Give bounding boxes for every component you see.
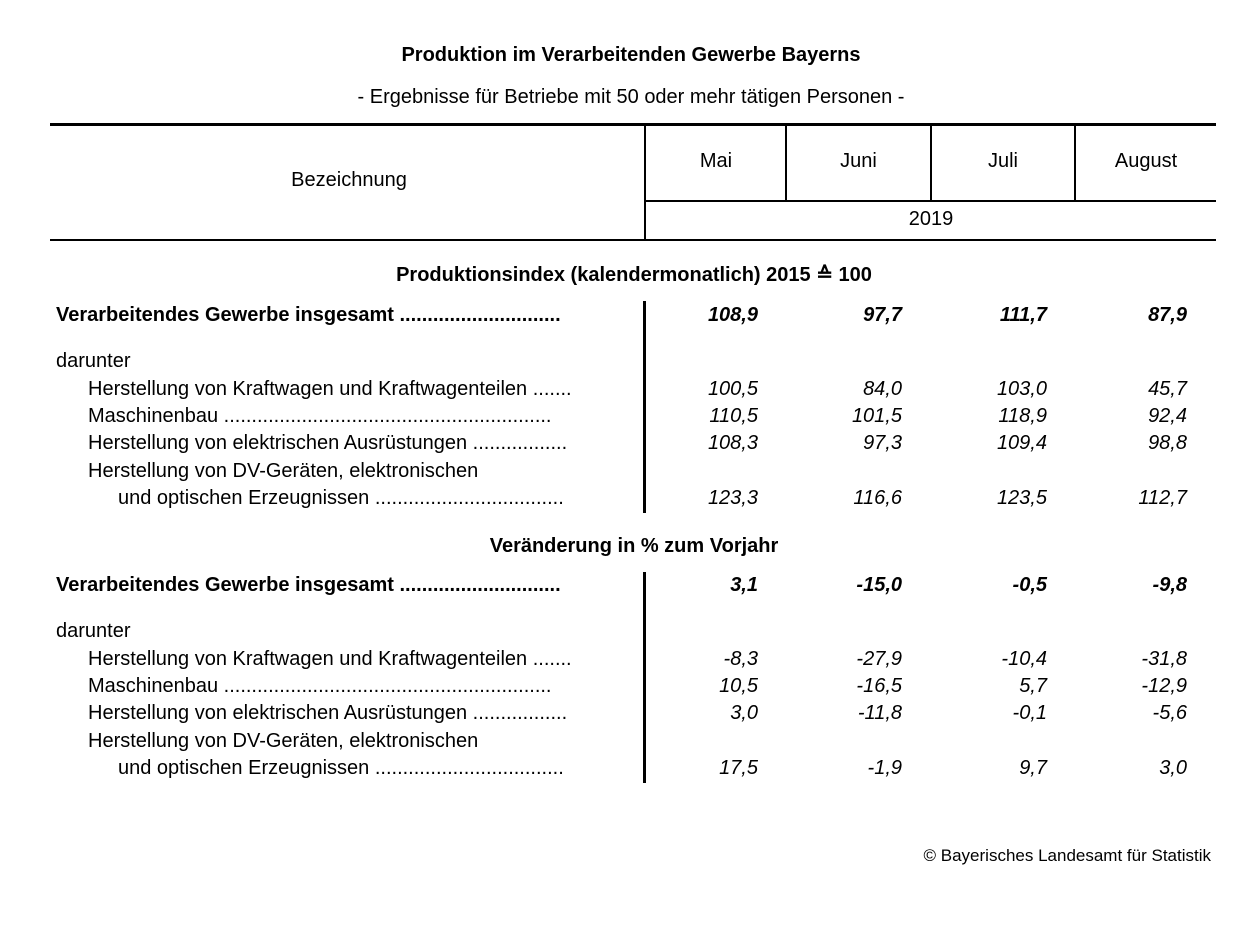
- value-july: -0,1: [1012, 702, 1047, 724]
- header-label-column: Bezeichnung: [291, 169, 407, 191]
- value-august: 87,9: [1148, 304, 1187, 326]
- row-label: Herstellung von Kraftwagen und Kraftwagenteilen .......: [88, 378, 572, 400]
- value-july: 111,7: [999, 304, 1047, 326]
- header-year: 2019: [908, 208, 954, 230]
- section-heading-index: Produktionsindex (kalendermonatlich) 2015 ≙ 100: [396, 264, 872, 286]
- table-row: [0, 648, 1252, 675]
- row-label: Herstellung von elektrischen Ausrüstungen .................: [88, 702, 568, 724]
- table-subtitle: - Ergebnisse für Betriebe mit 50 oder mehr tätigen Personen -: [357, 86, 905, 108]
- value-august: -12,9: [1141, 675, 1187, 697]
- value-june: -15,0: [856, 574, 902, 596]
- row-label: Herstellung von Kraftwagen und Kraftwagenteilen .......: [88, 648, 572, 670]
- value-may: 17,5: [719, 757, 758, 779]
- header-top-rule: [50, 123, 1216, 126]
- section-heading-change: Veränderung in % zum Vorjahr: [489, 535, 779, 557]
- header-month-july: Juli: [987, 150, 1018, 172]
- value-june: -11,8: [857, 702, 902, 724]
- value-august: 3,0: [1159, 757, 1187, 779]
- value-august: 98,8: [1148, 432, 1187, 454]
- value-august: -5,6: [1152, 702, 1187, 724]
- value-july: -0,5: [1012, 574, 1047, 596]
- header-bottom-rule: [50, 239, 1216, 241]
- value-june: -27,9: [856, 648, 902, 670]
- value-august: 45,7: [1148, 378, 1187, 400]
- value-july: -10,4: [1001, 648, 1047, 670]
- value-june: -1,9: [867, 757, 902, 779]
- value-august: 112,7: [1138, 487, 1187, 509]
- row-label: Maschinenbau ...........................................................: [88, 405, 552, 427]
- value-june: -16,5: [856, 675, 902, 697]
- row-label: Herstellung von elektrischen Ausrüstungen .................: [88, 432, 568, 454]
- value-may: 10,5: [719, 675, 758, 697]
- value-july: 9,7: [1019, 757, 1047, 779]
- value-may: 3,1: [730, 574, 758, 596]
- value-june: 97,3: [863, 432, 902, 454]
- value-july: 118,9: [998, 405, 1047, 427]
- value-may: 108,9: [707, 304, 758, 326]
- copyright-note: © Bayerisches Landesamt für Statistik: [923, 846, 1211, 865]
- table-row: [0, 702, 1252, 729]
- value-may: 123,3: [707, 487, 758, 509]
- value-june: 97,7: [863, 304, 902, 326]
- value-june: 116,6: [853, 487, 902, 509]
- row-label: Verarbeitendes Gewerbe insgesamt .............................: [56, 304, 561, 326]
- row-label: Maschinenbau ...........................................................: [88, 675, 552, 697]
- darunter-label: darunter: [56, 620, 131, 642]
- table-row: [0, 432, 1252, 459]
- row-label-line1: Herstellung von DV-Geräten, elektronischen: [88, 460, 479, 482]
- value-june: 101,5: [851, 405, 902, 427]
- table-row-total: [0, 574, 1252, 601]
- value-may: 3,0: [730, 702, 758, 724]
- table-row: [0, 405, 1252, 432]
- darunter-label: darunter: [56, 350, 131, 372]
- table-row: [0, 378, 1252, 405]
- value-may: 110,5: [709, 405, 758, 427]
- header-month-may: Mai: [699, 150, 733, 172]
- value-august: -9,8: [1152, 574, 1187, 596]
- row-label-line2: und optischen Erzeugnissen ..................................: [118, 487, 564, 509]
- value-august: 92,4: [1148, 405, 1187, 427]
- table-row-total: [0, 304, 1252, 331]
- value-may: -8,3: [723, 648, 758, 670]
- value-may: 108,3: [707, 432, 758, 454]
- header-month-august: August: [1114, 150, 1178, 172]
- header-month-june: Juni: [840, 150, 877, 172]
- value-july: 103,0: [996, 378, 1047, 400]
- row-label-line1: Herstellung von DV-Geräten, elektronischen: [88, 730, 479, 752]
- table-row: [0, 757, 1252, 784]
- row-label: Verarbeitendes Gewerbe insgesamt .............................: [56, 574, 561, 596]
- row-label-line2: und optischen Erzeugnissen ..................................: [118, 757, 564, 779]
- value-july: 109,4: [996, 432, 1047, 454]
- table-row: [0, 487, 1252, 514]
- value-july: 5,7: [1019, 675, 1047, 697]
- value-july: 123,5: [996, 487, 1047, 509]
- table-row: [0, 675, 1252, 702]
- value-june: 84,0: [863, 378, 902, 400]
- value-may: 100,5: [707, 378, 758, 400]
- value-august: -31,8: [1141, 648, 1187, 670]
- table-title: Produktion im Verarbeitenden Gewerbe Bayerns: [401, 44, 861, 66]
